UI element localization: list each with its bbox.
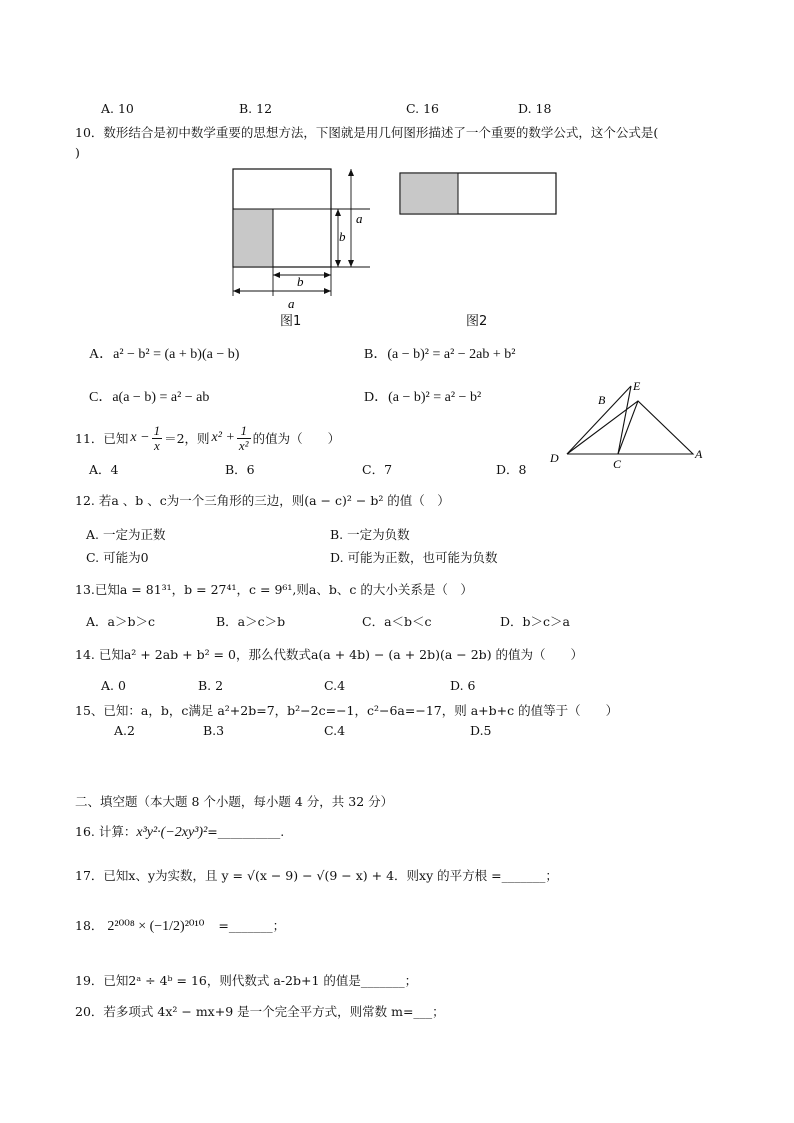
q16-expression: x³y²·(−2xy³)² [136,825,208,840]
q16 [75,822,284,841]
q11-eq1-end: ＝2，则 [164,431,210,446]
q11-eq2: x² + [211,430,235,445]
triangle-outline [567,401,693,454]
q15-option-a: A.2 [114,723,135,738]
q10-option-b: B．(a − b)² = a² − 2ab + b² [364,347,516,362]
q17-stem: 17．已知x、y为实数，且 y = √(x − 9) − √(9 − x) + 4．则xy 的平方根 =_______； [75,868,558,883]
q10-option-a: A．a² − b² = (a + b)(a − b) [89,347,240,362]
fig1-label-a-bottom: a [288,296,295,311]
fig1-label-a-side: a [356,211,363,226]
q20-stem: 20．若多项式 4x² − mx+9 是一个完全平方式，则常数 m=___； [75,1004,445,1019]
q18-expression: 2²⁰⁰⁸ × (−1/2)²⁰¹⁰ [107,919,205,934]
fig1-caption: 图1 [280,314,302,329]
triangle-figure [546,378,716,470]
q10-figure-2 [398,171,560,217]
fig2-shaded-part [400,173,458,214]
q12-option-c: C. 可能为0 [86,550,149,565]
q13-option-b: B．a＞c＞b [216,614,286,629]
q12-option-a: A. 一定为正数 [86,527,166,542]
q15-option-c: C.4 [324,723,346,738]
q13-option-c: C．a＜b＜c [362,614,432,629]
q14-option-b: B. 2 [198,678,224,693]
q15-option-b: B.3 [203,723,225,738]
q14-stem: 14. 已知a² + 2ab + b² = 0，那么代数式a(a + 4b) − (a + 2b)(a − 2b) 的值为（ ） [75,647,584,662]
q9-option-d: D. 18 [518,101,552,116]
q18-suffix: =_______； [218,918,286,933]
q14-option-c: C.4 [324,678,346,693]
triangle-label-c: C [613,457,622,470]
q10-option-c: C．a(a − b) = a² − ab [89,390,210,405]
fig2-caption: 图2 [466,314,488,329]
q11-option-d: D．8 [496,462,527,477]
q13-option-d: D．b＞c＞a [500,614,570,629]
q15-stem: 15、已知：a，b，c满足 a²+2b=7，b²−2c=−1，c²−6a=−17，则 a+b+c 的值等于（ ） [75,703,619,718]
q19-stem: 19．已知2ᵃ ÷ 4ᵇ = 16，则代数式 a-2b+1 的值是_______； [75,973,418,988]
triangle-label-d: D [550,451,559,465]
triangle-label-b: B [598,393,606,407]
fig1-label-b-side: b [339,229,346,244]
q13-option-a: A．a＞b＞c [86,614,155,629]
q10-stem: 10．数形结合是初中数学重要的思想方法，下图就是用几何图形描述了一个重要的数学公式，这个公式是( [75,125,659,140]
fig1-label-b-bottom: b [297,274,304,289]
q14-option-a: A. 0 [101,678,126,693]
q16-suffix: =__________. [207,824,285,839]
q11-option-a: A．4 [89,462,119,477]
q12-option-d: D. 可能为正数，也可能为负数 [330,550,498,565]
q11-option-b: B．6 [225,462,255,477]
q10-close-paren: ) [75,145,80,160]
q10-option-d: D．(a − b)² = a² − b² [364,390,482,405]
triangle-label-a: A [695,447,703,461]
q9-option-b: B. 12 [239,101,273,116]
q14-option-d: D. 6 [450,678,476,693]
q11-suffix: 的值为（ ） [252,431,341,446]
section-2-title: 二、填空题（本大题 8 个小题，每小题 4 分，共 32 分） [75,794,394,809]
q12-stem: 12. 若a 、b 、c为一个三角形的三边，则(a − c)² − b² 的值（ ） [75,493,450,508]
q12-option-b: B. 一定为负数 [330,527,410,542]
triangle-label-e: E [633,379,641,393]
q11-eq1: x − [130,430,150,445]
q18 [75,916,285,935]
q16-prefix: 16. 计算： [75,824,137,839]
q11-option-c: C．7 [362,462,393,477]
q11-stem [75,418,340,458]
shaded-strip [233,209,273,267]
q11-prefix: 11．已知 [75,431,129,446]
q15-option-d: D.5 [470,723,492,738]
q10-figure-1 [225,162,375,312]
q11-fraction-2: $\frac{1}{\text{x²}}$ [238,422,249,453]
q9-option-a: A. 10 [101,101,134,116]
q18-prefix: 18． [75,918,104,933]
q9-option-c: C. 16 [406,101,439,116]
q11-fraction-1: $\frac{1}{x}$ [153,422,161,453]
q13-stem: 13.已知a = 81³¹，b = 27⁴¹，c = 9⁶¹,则a、b、c 的大小关系是（ ） [75,582,473,597]
